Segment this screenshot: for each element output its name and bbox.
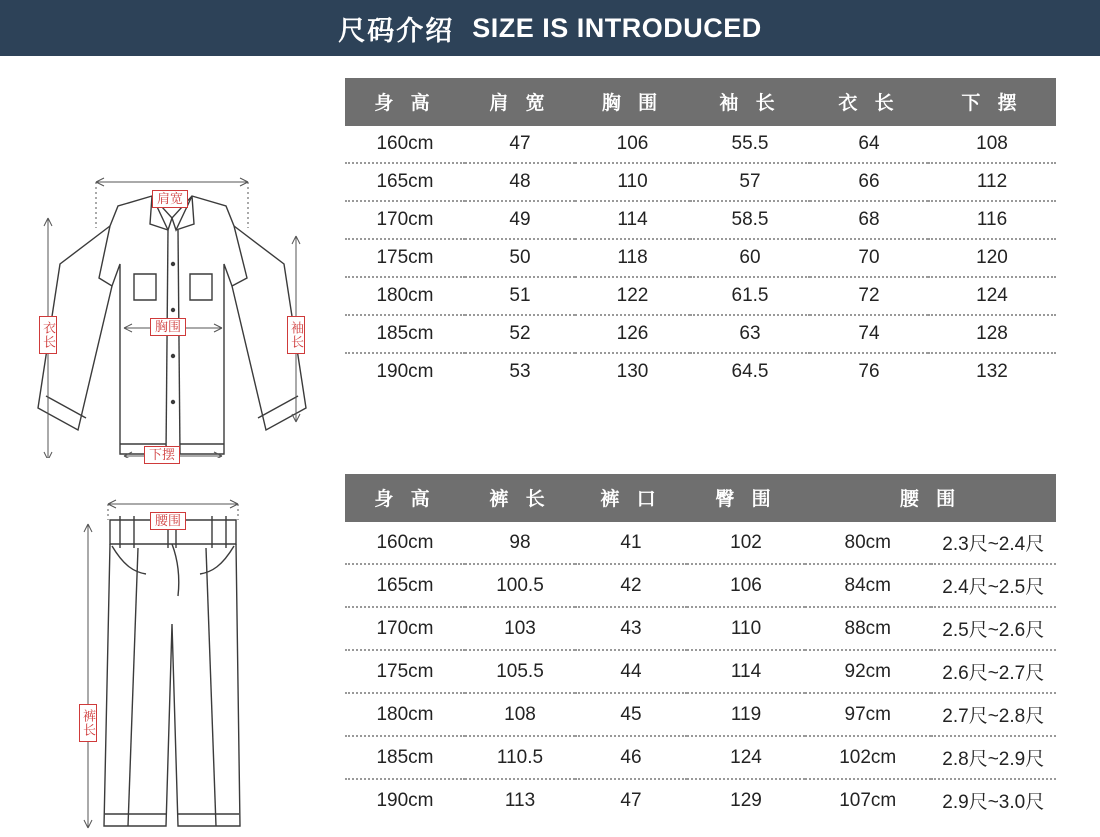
label-chest: 胸围	[150, 318, 186, 336]
cell-cuff: 46	[575, 736, 687, 779]
cell-hem: 116	[928, 201, 1056, 239]
page-title-en: SIZE IS INTRODUCED	[472, 12, 762, 43]
cell-hip: 110	[687, 607, 805, 650]
cell-cuff: 42	[575, 564, 687, 607]
cell-waist-chi: 2.5尺~2.6尺	[931, 607, 1057, 650]
cell-shoulder: 48	[465, 163, 575, 201]
cell-length: 74	[810, 315, 928, 353]
column-header-height: 身 高	[345, 78, 465, 126]
cell-hip: 102	[687, 522, 805, 564]
pants-size-table-wrap	[345, 474, 1065, 834]
cell-hip: 114	[687, 650, 805, 693]
column-header-pants-length: 裤 长	[465, 474, 575, 522]
cell-height: 165cm	[345, 564, 465, 607]
cell-waist-chi: 2.7尺~2.8尺	[931, 693, 1057, 736]
cell-length: 72	[810, 277, 928, 315]
cell-height: 160cm	[345, 126, 465, 163]
cell-sleeve: 57	[690, 163, 810, 201]
cell-hem: 108	[928, 126, 1056, 163]
table-row	[345, 779, 1056, 821]
cell-pants-length: 108	[465, 693, 575, 736]
cell-waist-cm: 80cm	[805, 522, 931, 564]
cell-length: 76	[858, 361, 880, 382]
cell-height: 185cm	[345, 315, 465, 353]
cell-chest: 126	[575, 315, 690, 353]
column-header-sleeve: 袖 长	[690, 78, 810, 126]
label-waist: 腰围	[150, 512, 186, 530]
cell-cuff: 43	[575, 607, 687, 650]
table-header-row	[345, 78, 1056, 126]
cell-waist-cm: 92cm	[805, 650, 931, 693]
cell-waist-cm: 107cm	[839, 789, 897, 811]
cell-pants-length: 100.5	[465, 564, 575, 607]
cell-height: 175cm	[345, 650, 465, 693]
cell-sleeve: 58.5	[690, 201, 810, 239]
cell-sleeve: 60	[690, 239, 810, 277]
cell-shoulder: 53	[509, 361, 531, 382]
cell-hip: 124	[687, 736, 805, 779]
cell-height: 185cm	[345, 736, 465, 779]
cell-height: 165cm	[345, 163, 465, 201]
label-shoulder-width: 肩宽	[152, 190, 188, 208]
cell-sleeve: 64.5	[731, 361, 769, 382]
column-header-cuff: 裤 口	[575, 474, 687, 522]
column-header-hem: 下 摆	[928, 78, 1056, 126]
cell-waist-chi: 2.6尺~2.7尺	[931, 650, 1057, 693]
table-row	[345, 239, 1056, 277]
cell-height: 160cm	[345, 522, 465, 564]
label-pants-length: 裤长	[79, 704, 97, 742]
cell-sleeve: 61.5	[690, 277, 810, 315]
cell-length: 70	[810, 239, 928, 277]
shirt-size-table-wrap	[345, 78, 1065, 458]
cell-pants-length: 103	[465, 607, 575, 650]
cell-length: 64	[810, 126, 928, 163]
cell-hip: 129	[730, 789, 762, 811]
cell-hip: 119	[687, 693, 805, 736]
page-content	[0, 56, 1100, 837]
cell-hip: 106	[687, 564, 805, 607]
table-row	[345, 277, 1056, 315]
cell-height: 175cm	[345, 239, 465, 277]
table-row	[345, 607, 1056, 650]
cell-pants-length: 105.5	[465, 650, 575, 693]
cell-waist-chi: 2.3尺~2.4尺	[931, 522, 1057, 564]
table-row	[345, 163, 1056, 201]
cell-waist-chi: 2.4尺~2.5尺	[931, 564, 1057, 607]
pants-size-table	[345, 474, 1056, 821]
cell-chest: 114	[575, 201, 690, 239]
cell-cuff: 41	[575, 522, 687, 564]
cell-length: 66	[810, 163, 928, 201]
pants-section	[0, 474, 1065, 834]
table-row	[345, 315, 1056, 353]
cell-height: 180cm	[345, 693, 465, 736]
cell-chest: 130	[616, 361, 649, 382]
label-hem: 下摆	[144, 446, 180, 464]
table-row	[345, 564, 1056, 607]
cell-height: 190cm	[376, 789, 434, 811]
cell-waist-cm: 102cm	[805, 736, 931, 779]
cell-shoulder: 49	[465, 201, 575, 239]
cell-chest: 118	[575, 239, 690, 277]
shirt-size-table	[345, 78, 1056, 390]
pants-diagram	[0, 474, 345, 834]
cell-height: 170cm	[345, 201, 465, 239]
cell-hem: 128	[928, 315, 1056, 353]
cell-shoulder: 50	[465, 239, 575, 277]
cell-hem: 120	[928, 239, 1056, 277]
cell-shoulder: 47	[465, 126, 575, 163]
label-sleeve-length: 袖长	[287, 316, 305, 354]
cell-height: 180cm	[345, 277, 465, 315]
cell-pants-length: 110.5	[465, 736, 575, 779]
cell-hem: 132	[976, 361, 1008, 382]
cell-waist-chi: 2.9尺~3.0尺	[942, 792, 1045, 813]
table-row	[345, 201, 1056, 239]
page-title-cn: 尺码介绍	[338, 15, 455, 46]
cell-height: 170cm	[345, 607, 465, 650]
table-row	[345, 126, 1056, 163]
table-header-row	[345, 474, 1056, 522]
cell-cuff: 47	[620, 789, 642, 811]
cell-hem: 112	[928, 163, 1056, 201]
cell-waist-chi: 2.8尺~2.9尺	[931, 736, 1057, 779]
shirt-diagram	[0, 78, 345, 462]
cell-chest: 106	[575, 126, 690, 163]
shirt-illustration	[0, 78, 345, 458]
column-header-chest: 胸 围	[575, 78, 690, 126]
table-row	[345, 522, 1056, 564]
shirt-section	[0, 78, 1065, 462]
table-row	[345, 650, 1056, 693]
cell-waist-cm: 84cm	[805, 564, 931, 607]
cell-cuff: 45	[575, 693, 687, 736]
cell-cuff: 44	[575, 650, 687, 693]
label-clothing-length: 衣长	[39, 316, 57, 354]
cell-pants-length: 98	[465, 522, 575, 564]
cell-waist-cm: 88cm	[805, 607, 931, 650]
cell-length: 68	[810, 201, 928, 239]
cell-sleeve: 55.5	[690, 126, 810, 163]
table-row	[345, 736, 1056, 779]
cell-chest: 110	[575, 163, 690, 201]
cell-hem: 124	[928, 277, 1056, 315]
table-row	[345, 693, 1056, 736]
cell-pants-length: 113	[504, 789, 536, 811]
cell-waist-cm: 97cm	[805, 693, 931, 736]
cell-shoulder: 52	[465, 315, 575, 353]
column-header-shoulder: 肩 宽	[465, 78, 575, 126]
column-header-length: 衣 长	[810, 78, 928, 126]
column-header-hip: 臀 围	[687, 474, 805, 522]
cell-sleeve: 63	[690, 315, 810, 353]
page-header	[0, 0, 1100, 56]
column-header-height: 身 高	[345, 474, 465, 522]
column-header-waist: 腰 围	[805, 474, 1056, 522]
cell-chest: 122	[575, 277, 690, 315]
cell-height: 190cm	[376, 361, 434, 382]
table-row	[345, 353, 1056, 390]
cell-shoulder: 51	[465, 277, 575, 315]
